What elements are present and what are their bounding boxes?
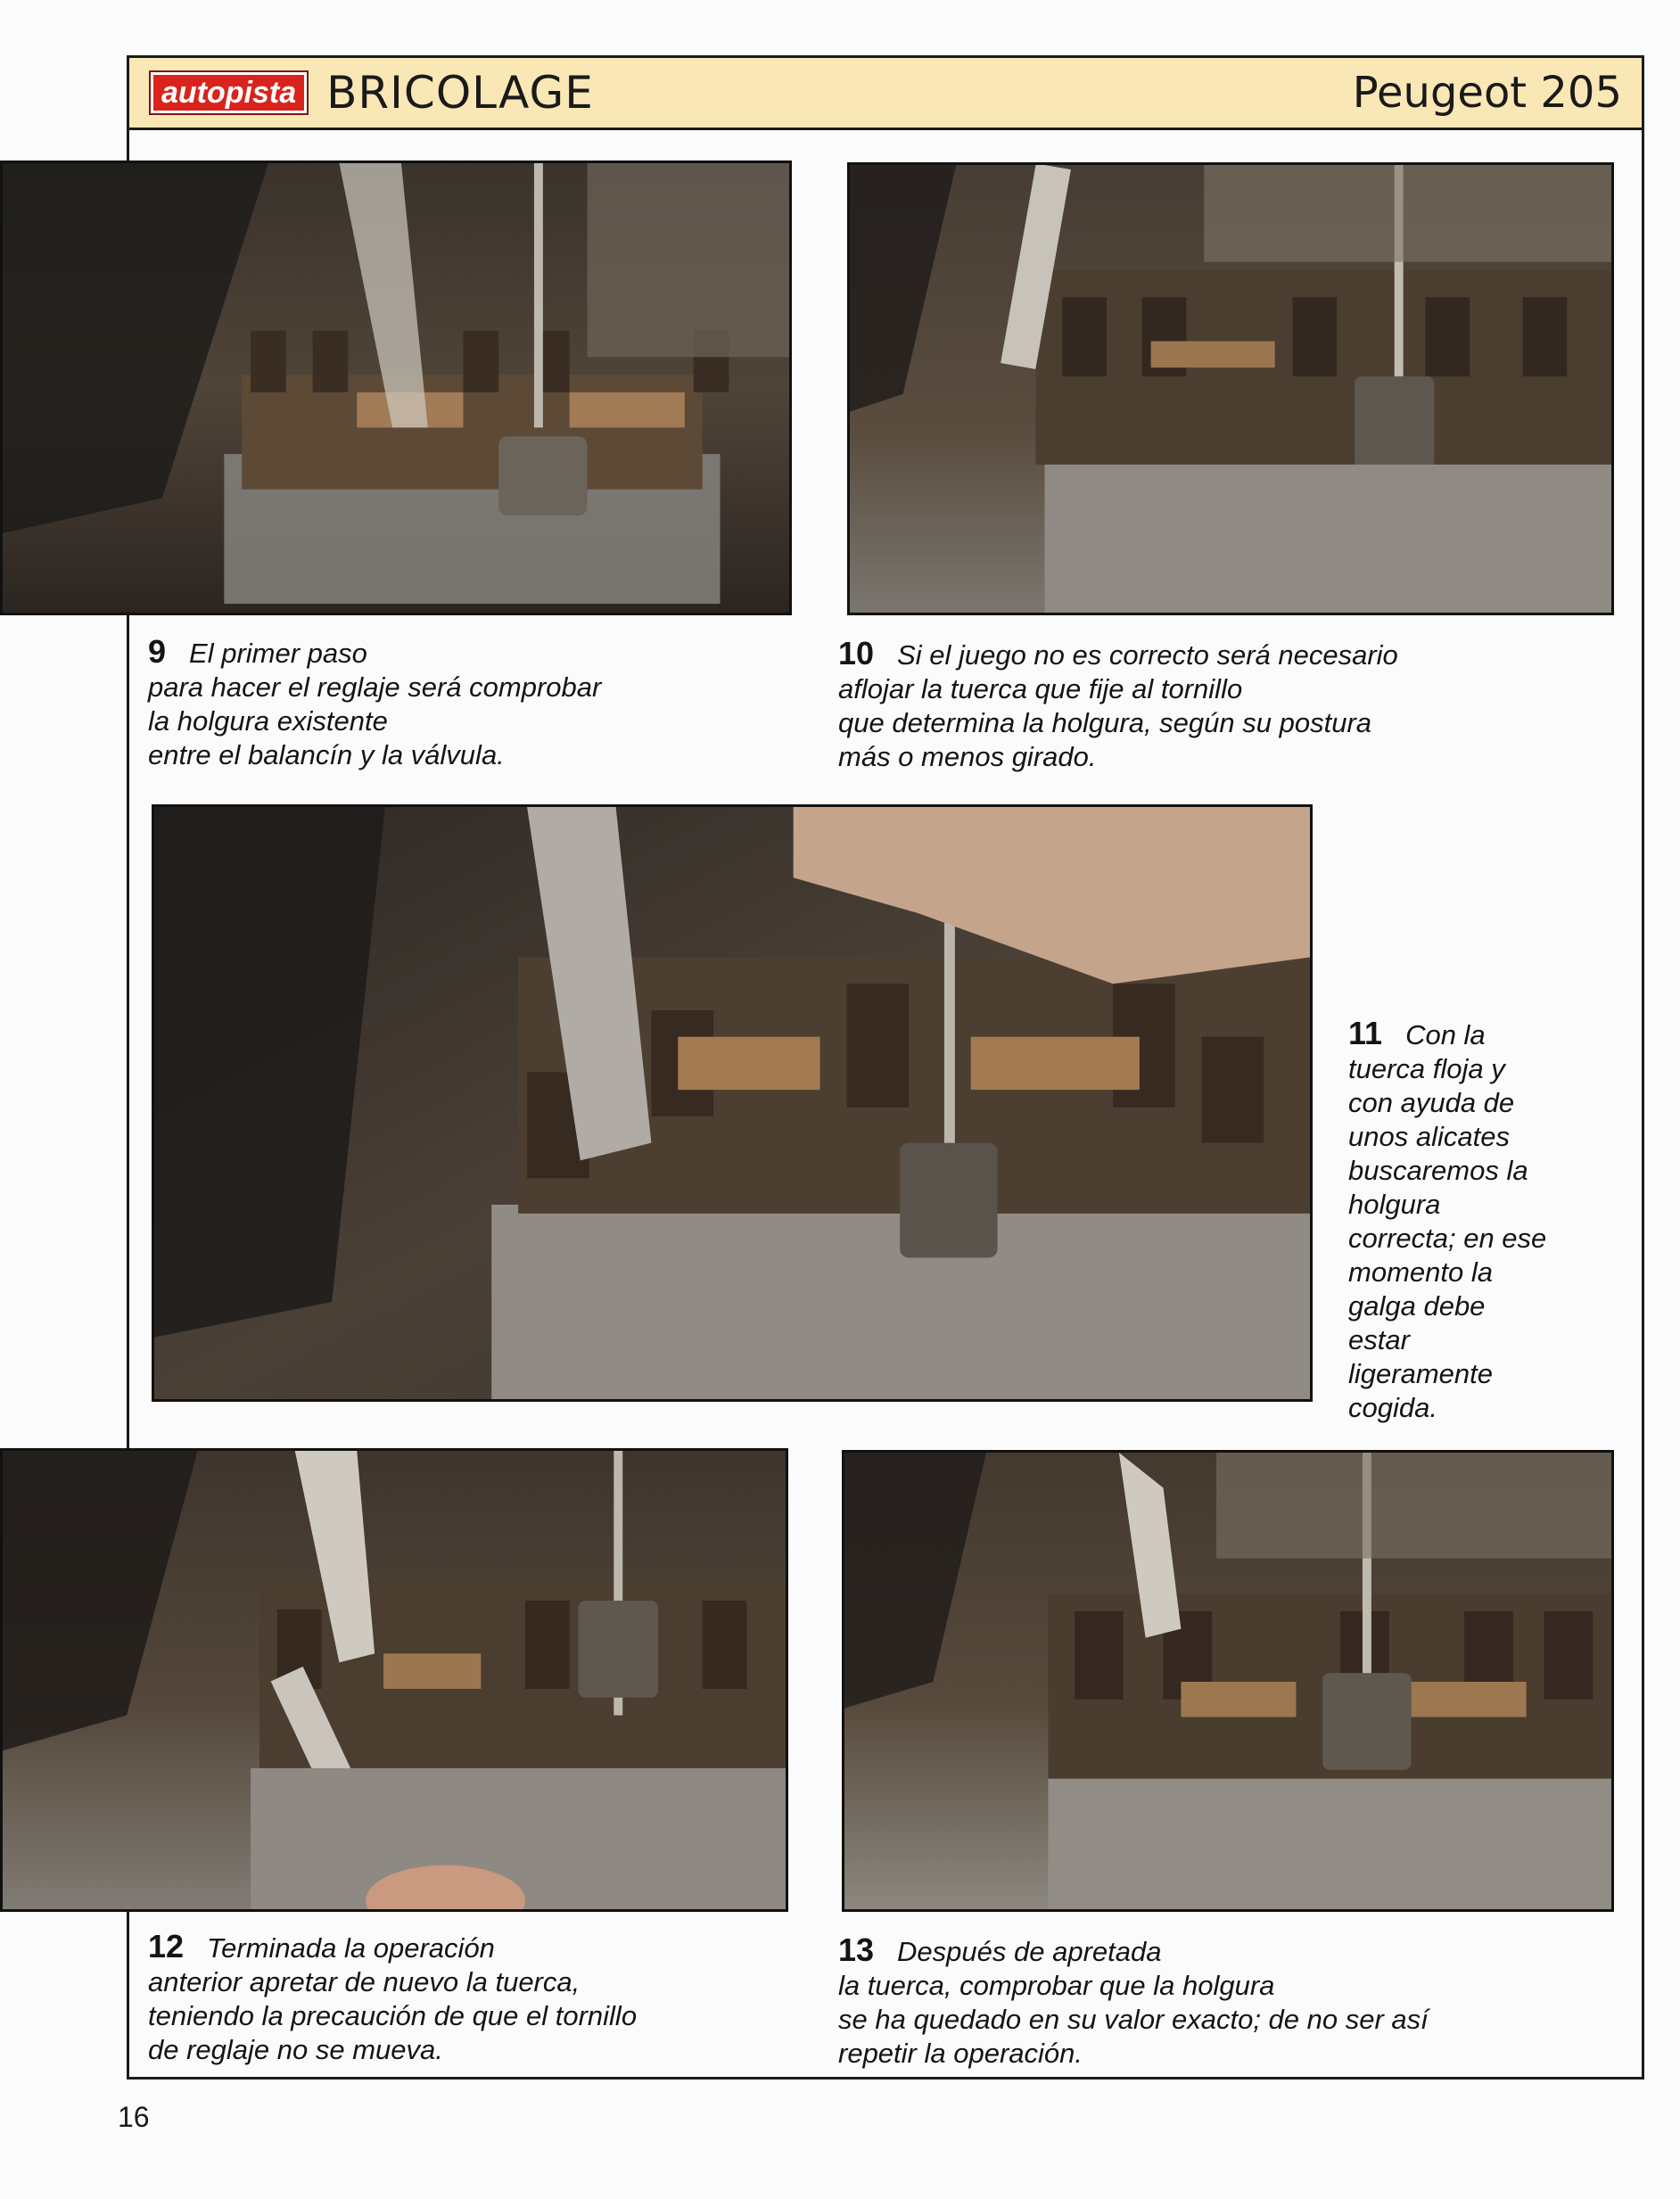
section-title: BRICOLAGE xyxy=(326,67,594,119)
caption-line: entre el balancín y la válvula. xyxy=(148,739,505,770)
caption-line: momento la xyxy=(1348,1256,1493,1288)
caption-line: galga debe xyxy=(1348,1290,1486,1322)
engine-photo-image xyxy=(3,163,789,613)
caption-line: de reglaje no se mueva. xyxy=(148,2034,443,2065)
caption-line: tuerca floja y xyxy=(1348,1053,1505,1084)
step-number: 10 xyxy=(838,635,875,671)
engine-photo-image xyxy=(844,1453,1611,1909)
photo-step-12 xyxy=(0,1448,788,1912)
caption-line: repetir la operación. xyxy=(838,2038,1083,2069)
caption-line: Con la xyxy=(1405,1019,1486,1050)
caption-line: aflojar la tuerca que fije al tornillo xyxy=(838,673,1243,704)
page-header xyxy=(127,55,1644,130)
car-model-title: Peugeot 205 xyxy=(1352,68,1622,118)
caption-step-11 xyxy=(1348,1017,1616,1425)
engine-photo-image xyxy=(3,1451,786,1909)
caption-line: que determina la holgura, según su postura xyxy=(838,707,1372,738)
caption-line: Después de apretada xyxy=(897,1936,1162,1967)
caption-line: la holgura existente xyxy=(148,705,388,737)
caption-line: El primer paso xyxy=(189,638,367,669)
caption-line: teniendo la precaución de que el tornillo xyxy=(148,2000,638,2031)
caption-step-9 xyxy=(148,635,772,772)
step-number: 12 xyxy=(148,1928,185,1964)
caption-line: estar xyxy=(1348,1324,1410,1355)
step-number: 11 xyxy=(1348,1015,1383,1051)
caption-line: se ha quedado en su valor exacto; de no ser así xyxy=(838,2004,1429,2035)
caption-step-13 xyxy=(838,1933,1569,2071)
caption-step-12 xyxy=(148,1930,790,2067)
photo-step-11 xyxy=(152,804,1313,1402)
step-number: 9 xyxy=(148,633,167,670)
caption-line: anterior apretar de nuevo la tuerca, xyxy=(148,1966,581,1997)
autopista-logo: autopista xyxy=(149,70,309,115)
caption-line: buscaremos la xyxy=(1348,1155,1528,1186)
caption-line: con ayuda de xyxy=(1348,1087,1515,1118)
page-number: 16 xyxy=(118,2101,150,2133)
photo-step-10 xyxy=(847,162,1614,615)
step-number: 13 xyxy=(838,1931,875,1968)
caption-line: Terminada la operación xyxy=(207,1932,495,1964)
caption-step-10 xyxy=(838,637,1552,774)
engine-photo-image xyxy=(850,165,1611,613)
caption-line: cogida. xyxy=(1348,1392,1437,1423)
engine-photo-image xyxy=(154,807,1310,1399)
caption-line: más o menos girado. xyxy=(838,741,1097,772)
photo-step-13 xyxy=(842,1450,1614,1912)
caption-line: holgura xyxy=(1348,1189,1441,1220)
caption-line: la tuerca, comprobar que la holgura xyxy=(838,1970,1275,2001)
caption-line: Si el juego no es correcto será necesario xyxy=(897,639,1398,671)
caption-line: correcta; en ese xyxy=(1348,1223,1547,1254)
caption-line: ligeramente xyxy=(1348,1358,1493,1389)
caption-line: para hacer el reglaje será comprobar xyxy=(148,671,602,703)
caption-line: unos alicates xyxy=(1348,1121,1510,1152)
photo-step-9 xyxy=(0,161,792,615)
